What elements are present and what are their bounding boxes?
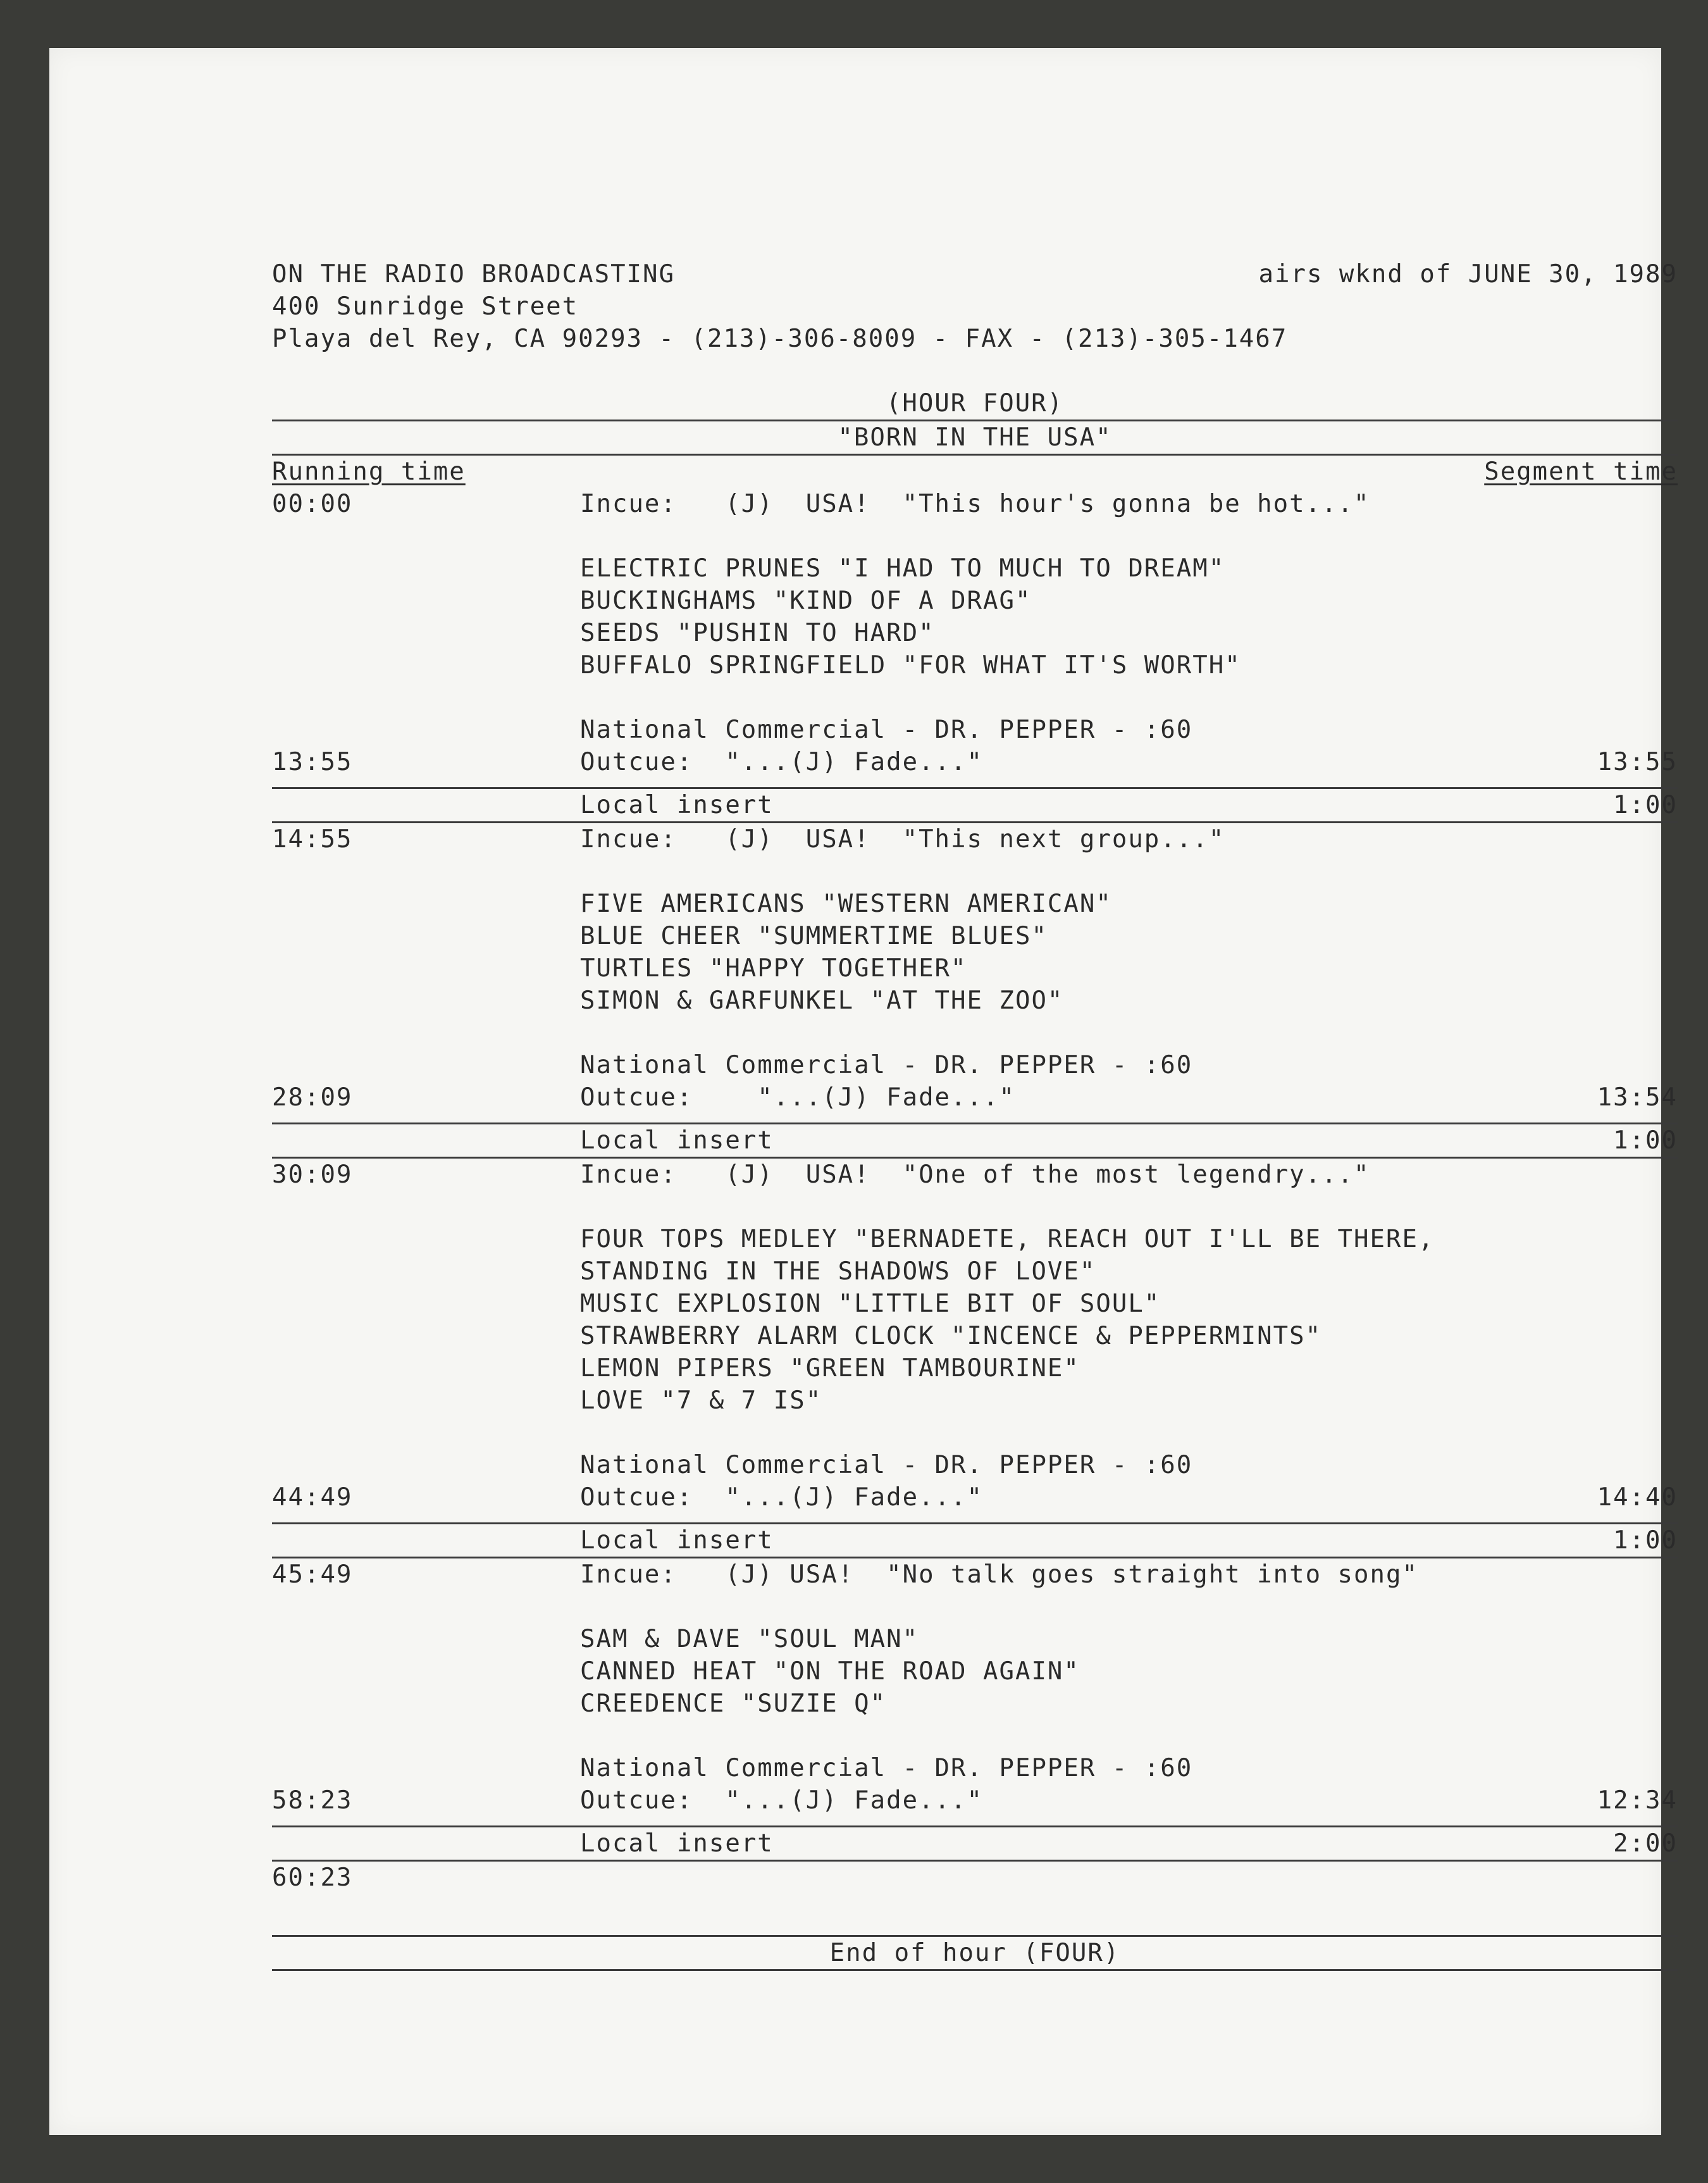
song-title: FIVE AMERICANS "WESTERN AMERICAN" (580, 890, 1112, 918)
commercial-text: National Commercial - DR. PEPPER - :60 (580, 1451, 1193, 1479)
song-title: LEMON PIPERS "GREEN TAMBOURINE" (580, 1354, 1080, 1383)
song-title: TURTLES "HAPPY TOGETHER" (580, 954, 967, 983)
commercial-row (272, 1752, 1678, 1784)
segment-time: 13:54 (1597, 1083, 1678, 1112)
segment-time: 12:34 (1597, 1786, 1678, 1815)
spacer (272, 1114, 1678, 1123)
local-insert-label: Local insert (580, 1526, 774, 1555)
segment-block (272, 488, 1678, 823)
incue-row (272, 488, 1678, 520)
incue-row (272, 1558, 1678, 1591)
outcue-text: Outcue: "...(J) Fade..." (580, 1786, 983, 1815)
song-title: BUCKINGHAMS "KIND OF A DRAG" (580, 587, 1032, 615)
local-insert-row (272, 1124, 1678, 1157)
start-time: 45:49 (272, 1560, 353, 1589)
song-title: STANDING IN THE SHADOWS OF LOVE" (580, 1257, 1096, 1286)
segment-time-header: Segment time (1484, 457, 1678, 486)
document-page (49, 48, 1678, 2135)
spacer (272, 1191, 1678, 1223)
song-title: SEEDS "PUSHIN TO HARD" (580, 619, 935, 647)
spacer (272, 681, 1678, 714)
outcue-text: Outcue: "...(J) Fade..." (580, 748, 983, 776)
local-insert-label: Local insert (580, 1829, 774, 1858)
incue-text: Incue: (J) USA! "This hour's gonna be hot..." (580, 490, 1370, 518)
song-title: SIMON & GARFUNKEL "AT THE ZOO" (580, 986, 1064, 1015)
incue-row (272, 823, 1678, 855)
outcue-row (272, 1081, 1678, 1114)
song-row (272, 1223, 1678, 1255)
end-time: 28:09 (272, 1083, 353, 1112)
spacer (272, 520, 1678, 552)
song-row (272, 1352, 1678, 1384)
song-row (272, 585, 1678, 617)
local-insert-label: Local insert (580, 791, 774, 819)
song-row (272, 985, 1678, 1017)
spacer (272, 1514, 1678, 1522)
song-title: CREEDENCE "SUZIE Q" (580, 1689, 887, 1718)
start-time: 30:09 (272, 1160, 353, 1189)
spacer (272, 1720, 1678, 1752)
end-of-hour: End of hour (FOUR) (829, 1939, 1120, 1967)
hour-label: (HOUR FOUR) (886, 389, 1064, 418)
start-time: 14:55 (272, 825, 353, 854)
outcue-text: Outcue: "...(J) Fade..." (580, 1483, 983, 1512)
song-row (272, 1255, 1678, 1288)
header-street: 400 Sunridge Street (272, 292, 579, 321)
song-title: MUSIC EXPLOSION "LITTLE BIT OF SOUL" (580, 1290, 1161, 1318)
final-time: 60:23 (272, 1863, 353, 1892)
outcue-row (272, 1784, 1678, 1817)
song-row (272, 1655, 1678, 1688)
commercial-text: National Commercial - DR. PEPPER - :60 (580, 1754, 1193, 1782)
segment-block (272, 823, 1678, 1159)
song-title: CANNED HEAT "ON THE ROAD AGAIN" (580, 1657, 1080, 1686)
song-title: BLUE CHEER "SUMMERTIME BLUES" (580, 922, 1048, 950)
song-title: FOUR TOPS MEDLEY "BERNADETE, REACH OUT I'LL BE THERE, (580, 1225, 1435, 1253)
song-title: BUFFALO SPRINGFIELD "FOR WHAT IT'S WORTH" (580, 651, 1241, 680)
spacer (272, 1017, 1678, 1049)
segment-list (272, 488, 1678, 1862)
radio-log-sheet (272, 258, 1678, 1971)
commercial-row (272, 1449, 1678, 1481)
song-row (272, 552, 1678, 585)
song-title: SAM & DAVE "SOUL MAN" (580, 1625, 919, 1653)
local-insert-time: 1:00 (1613, 1526, 1678, 1555)
song-title: STRAWBERRY ALARM CLOCK "INCENCE & PEPPERMINTS" (580, 1322, 1322, 1350)
spacer (272, 1417, 1678, 1449)
column-headers (272, 456, 1678, 488)
end-time: 58:23 (272, 1786, 353, 1815)
company-name: ON THE RADIO BROADCASTING (272, 260, 675, 289)
outcue-row (272, 746, 1678, 778)
spacer (272, 855, 1678, 888)
outcue-text: Outcue: "...(J) Fade..." (580, 1083, 1015, 1112)
segment-block (272, 1558, 1678, 1862)
local-insert-time: 1:00 (1613, 791, 1678, 819)
song-row (272, 617, 1678, 649)
start-time: 00:00 (272, 490, 353, 518)
spacer (272, 1591, 1678, 1623)
incue-text: Incue: (J) USA! "One of the most legendry..." (580, 1160, 1370, 1189)
commercial-text: National Commercial - DR. PEPPER - :60 (580, 716, 1193, 744)
song-row (272, 1623, 1678, 1655)
local-insert-label: Local insert (580, 1126, 774, 1155)
segment-time: 14:40 (1597, 1483, 1678, 1512)
outcue-row (272, 1481, 1678, 1514)
spacer (272, 1817, 1678, 1825)
song-row (272, 1384, 1678, 1417)
commercial-row (272, 714, 1678, 746)
running-time-header: Running time (272, 457, 466, 486)
incue-text: Incue: (J) USA! "No talk goes straight into song" (580, 1560, 1418, 1589)
local-insert-time: 1:00 (1613, 1126, 1678, 1155)
song-row (272, 1288, 1678, 1320)
local-insert-row (272, 789, 1678, 821)
local-insert-row (272, 1524, 1678, 1557)
local-insert-time: 2:00 (1613, 1829, 1678, 1858)
divider (272, 1969, 1678, 1971)
commercial-text: National Commercial - DR. PEPPER - :60 (580, 1051, 1193, 1079)
commercial-row (272, 1049, 1678, 1081)
song-title: ELECTRIC PRUNES "I HAD TO MUCH TO DREAM" (580, 554, 1225, 583)
air-date: airs wknd of JUNE 30, 1989 (1258, 260, 1678, 289)
end-time: 13:55 (272, 748, 353, 776)
song-row (272, 920, 1678, 952)
song-row (272, 649, 1678, 681)
show-title: "BORN IN THE USA" (838, 423, 1112, 452)
song-row (272, 888, 1678, 920)
segment-time: 13:55 (1597, 748, 1678, 776)
song-row (272, 952, 1678, 985)
spacer (272, 778, 1678, 787)
song-row (272, 1688, 1678, 1720)
end-time: 44:49 (272, 1483, 353, 1512)
header-line-1 (272, 258, 1678, 290)
segment-block (272, 1159, 1678, 1558)
header-contact: Playa del Rey, CA 90293 - (213)-306-8009 - FAX - (213)-305-1467 (272, 325, 1288, 353)
local-insert-row (272, 1827, 1678, 1860)
incue-row (272, 1159, 1678, 1191)
song-title: LOVE "7 & 7 IS" (580, 1386, 822, 1415)
incue-text: Incue: (J) USA! "This next group..." (580, 825, 1225, 854)
final-running-time (272, 1862, 1678, 1894)
song-row (272, 1320, 1678, 1352)
